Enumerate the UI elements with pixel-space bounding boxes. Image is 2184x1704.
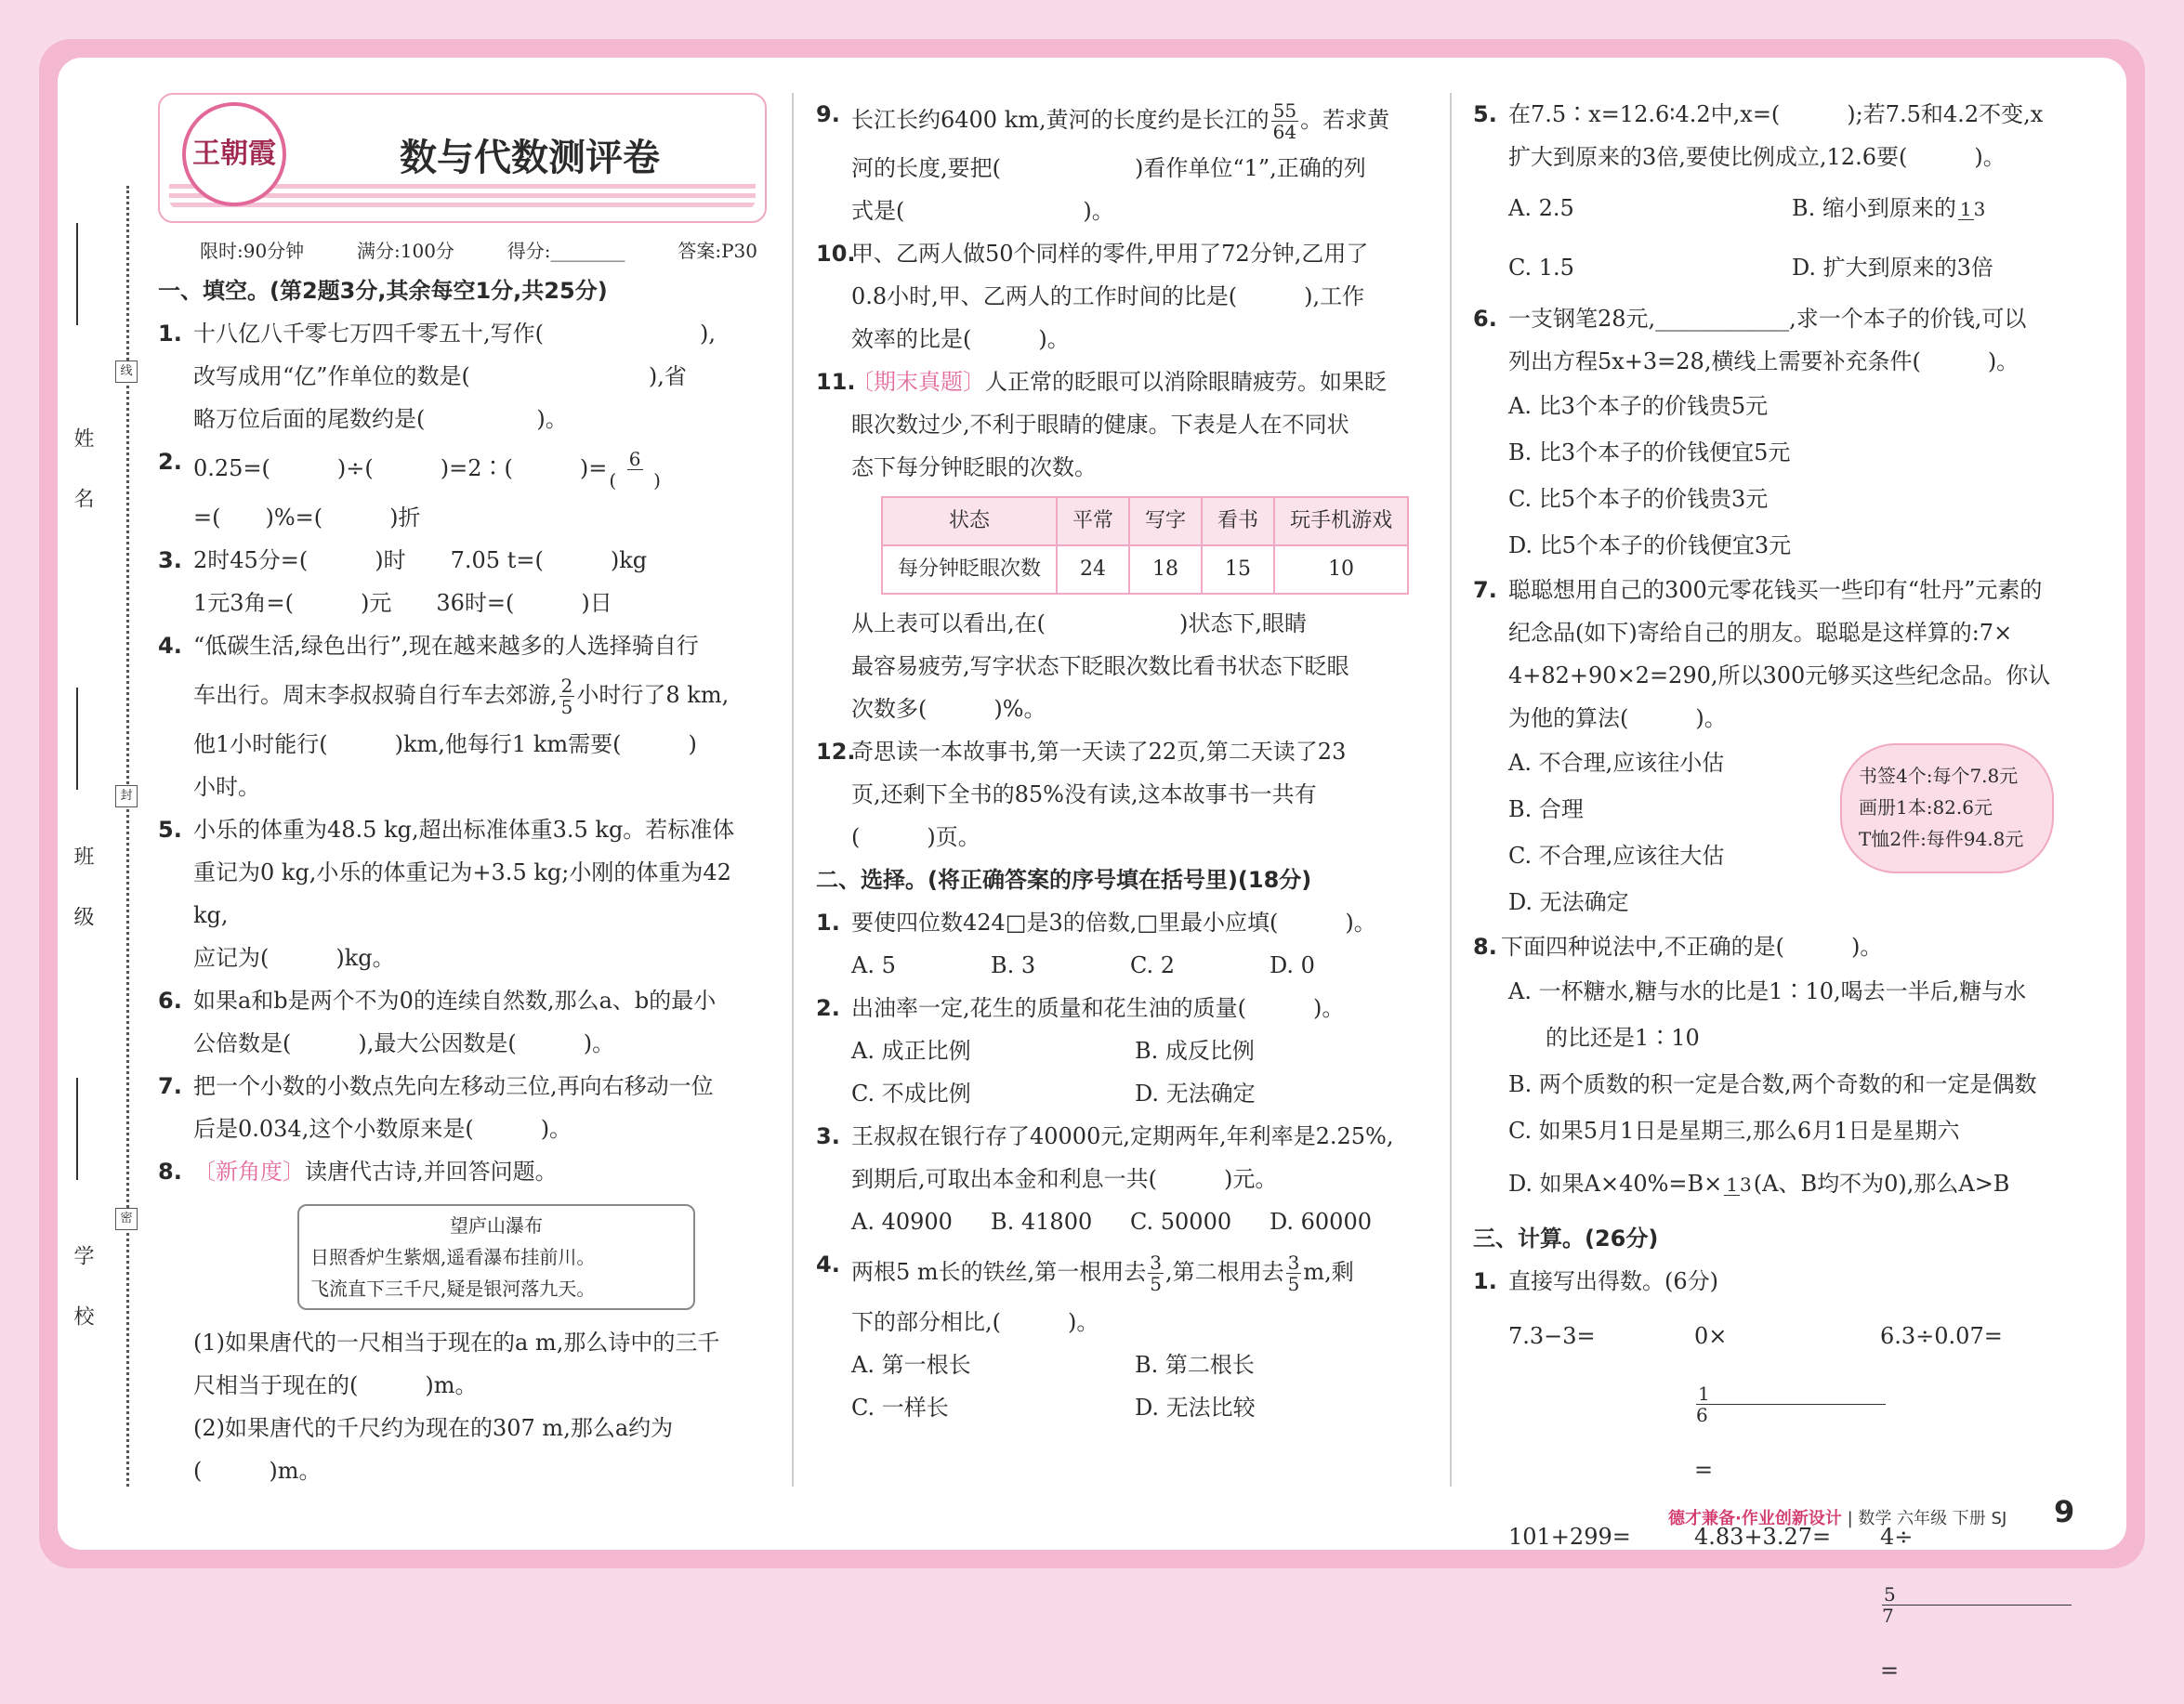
q-line: 页,还剩下全书的85%没有读,这本故事书一共有 (851, 781, 1317, 807)
question-7 (158, 1065, 767, 1150)
question-8 (158, 1150, 767, 1193)
q-line: 下面四种说法中,不正确的是( )。 (1501, 934, 1883, 960)
q-line (851, 93, 1425, 147)
option-c[interactable]: C. 如果5月1日是星期三,那么6月1日是星期六 (1508, 1118, 1960, 1144)
q-number: 1. (158, 321, 182, 347)
choice-8 (1473, 925, 2086, 968)
q-line: 扩大到原来的3倍,要使比例成立,12.6要( )。 (1508, 144, 2006, 170)
option-c[interactable]: C. 不合理,应该往大估 (1508, 843, 1725, 869)
calc-item: 101+299= (1508, 1524, 1631, 1550)
q-number: 1. (1473, 1268, 1497, 1294)
q-text: 读唐代古诗,并回答问题。 (305, 1159, 558, 1185)
poem-line: 飞流直下三千尺,疑是银河落九天。 (310, 1278, 596, 1300)
q-line: 后是0.034,这个小数原来是( )。 (193, 1116, 572, 1142)
table-header-row (882, 497, 1408, 545)
seal-tag-secret: 密 (115, 1208, 138, 1230)
q-line: 略万位后面的尾数约是( )。 (193, 406, 568, 432)
table-cell: 每分钟眨眼次数 (882, 545, 1057, 594)
q-line: 改写成用“亿”作单位的数是( ),省 (193, 363, 687, 389)
frac-num: 2 (560, 675, 573, 697)
option-b[interactable]: B. 41800 (991, 1209, 1093, 1235)
option-a[interactable]: A. 比3个本子的价钱贵5元 (1508, 393, 1769, 419)
brand-logo: 王朝霞 (182, 102, 286, 206)
school-label: 学 校 (71, 1245, 94, 1343)
option-c[interactable]: C. 不成比例 (851, 1081, 971, 1107)
table-cell: 状态 (882, 497, 1057, 545)
option-c[interactable]: C. 1.5 (1508, 255, 1574, 281)
option-d[interactable]: D. 扩大到原来的3倍 (1792, 255, 1993, 281)
table-cell: 10 (1274, 545, 1408, 594)
frac-num: 5 (1882, 1584, 2072, 1606)
option-a[interactable]: A. 不合理,应该往小估 (1508, 750, 1725, 776)
option-c[interactable]: C. 一样长 (851, 1395, 949, 1421)
frac-den: 7 (1882, 1605, 1894, 1627)
q-line: 小时。 (193, 774, 260, 800)
q-number: 4. (816, 1252, 840, 1278)
option-b[interactable]: B. 3 (991, 952, 1036, 978)
table-cell: 24 (1057, 545, 1129, 594)
column-divider (792, 93, 794, 1487)
choice-5 (1473, 93, 2086, 178)
title-box (158, 93, 767, 223)
question-8-sub (158, 1321, 767, 1492)
q-number: 2. (816, 995, 840, 1021)
q-line: 聪聪想用自己的300元零花钱买一些印有“牡丹”元素的 (1508, 577, 2043, 603)
column-divider (1450, 93, 1452, 1487)
q-number: 8. (1473, 934, 1497, 960)
frac-den: 3 (1740, 1173, 1752, 1196)
question-9 (816, 93, 1425, 232)
q-line: 0.8小时,甲、乙两人的工作时间的比是( ),工作 (851, 283, 1365, 309)
q-line: 次数多( )%。 (851, 696, 1046, 722)
q-line: 眼次数过少,不利于眼睛的健康。下表是人在不同状 (851, 412, 1349, 438)
price-line: 画册1本:82.6元 (1859, 796, 1993, 819)
q-line: 如果a和b是两个不为0的连续自然数,那么a、b的最小 (193, 988, 717, 1014)
frac-den: 5 (1287, 1273, 1300, 1295)
q-line: ( )m。 (193, 1458, 322, 1484)
fraction (1286, 1252, 1302, 1294)
time-limit: 限时:90分钟 (200, 240, 305, 262)
calc-text: 4÷ (1880, 1524, 1914, 1550)
q-line: =( )%=( )折 (193, 505, 421, 531)
question-12 (816, 730, 1425, 859)
class-underline (76, 688, 81, 790)
price-line: T恤2件:每件94.8元 (1859, 828, 2024, 850)
option-a[interactable]: A. 一杯糖水,糖与水的比是1∶10,喝去一半后,糖与水 (1508, 978, 2027, 1004)
option-b[interactable]: B. 第二根长 (1135, 1352, 1255, 1378)
q-number: 2. (158, 449, 182, 475)
q-number: 4. (158, 633, 182, 659)
seal-tag-line: 线 (115, 360, 138, 383)
calc-item: 6.3÷0.07= (1880, 1323, 2003, 1349)
footer-info: | 数学 六年级 下册 SJ (1847, 1509, 2007, 1528)
poem-line: 日照香炉生紫烟,遥看瀑布挂前川。 (310, 1246, 596, 1268)
q-number: 1. (816, 910, 840, 936)
frac-den: 5 (560, 696, 573, 718)
options (816, 1200, 1425, 1243)
answer-ref: 答案:P30 (678, 240, 757, 262)
q-line: 下的部分相比,( )。 (851, 1309, 1099, 1335)
frac-num: 3 (1150, 1252, 1163, 1274)
q-number: 3. (158, 547, 182, 573)
footer (1668, 1505, 2006, 1529)
blink-table (881, 496, 1409, 595)
q-text: 两根5 m长的铁丝,第一根用去 (851, 1259, 1147, 1285)
q-text: 。若求黄 (1300, 107, 1390, 133)
frac-num: 1 (1726, 1173, 1739, 1196)
q-line: (1)如果唐代的一尺相当于现在的a m,那么诗中的三千 (193, 1330, 720, 1356)
q-line: 小乐的体重为48.5 kg,超出标准体重3.5 kg。若标准体 (193, 817, 735, 843)
options (1473, 968, 2086, 1213)
frac-den: 3 (1973, 198, 1986, 220)
q-line: 奇思读一本故事书,第一天读了22页,第二天读了23 (851, 739, 1347, 765)
question-10 (816, 232, 1425, 360)
question-1 (158, 312, 767, 440)
choice-1 (816, 901, 1425, 944)
q-number: 5. (1473, 101, 1497, 127)
question-4 (158, 624, 767, 808)
q-number: 9. (816, 101, 840, 127)
options (816, 1344, 1425, 1429)
q-line: “低碳生活,绿色出行”,现在越来越多的人选择骑自行 (193, 633, 699, 659)
q-line: 公倍数是( ),最大公因数是( )。 (193, 1030, 615, 1056)
option-d[interactable]: D. 无法确定 (1135, 1081, 1256, 1107)
option-b[interactable]: B. 两个质数的积一定是合数,两个奇数的和一定是偶数 (1508, 1071, 2037, 1097)
q-line: 在7.5∶x=12.6∶4.2中,x=( );若7.5和4.2不变,x (1508, 101, 2044, 127)
q-line: 要使四位数424□是3的倍数,□里最小应填( )。 (851, 910, 1376, 936)
question-5 (158, 808, 767, 979)
fraction (559, 675, 575, 717)
q-line: 甲、乙两人做50个同样的零件,甲用了72分钟,乙用了 (851, 241, 1369, 267)
q-number: 5. (158, 817, 182, 843)
fraction (1958, 199, 1985, 220)
option-b[interactable]: B. 比3个本子的价钱便宜5元 (1508, 439, 1791, 465)
fraction (1148, 1252, 1164, 1294)
option-b[interactable]: B. 合理 (1508, 796, 1584, 822)
table-cell: 看书 (1202, 497, 1274, 545)
option-text: B. 缩小到原来的 (1792, 195, 1956, 221)
option-a-cont: 的比还是1∶10 (1546, 1025, 1700, 1051)
q-line: 列出方程5x+3=28,横线上需要补充条件( )。 (1508, 348, 2020, 374)
q-text: 人正常的眨眼可以消除眼睛疲劳。如果眨 (985, 369, 1387, 395)
seal-tag-seal: 封 (115, 785, 138, 807)
page-title: 数与代数测评卷 (400, 137, 660, 179)
q-line: 态下每分钟眨眼的次数。 (851, 454, 1097, 480)
q-line: ( )页。 (851, 824, 980, 850)
calc-item (1694, 1303, 1880, 1503)
name-label: 姓 名 (71, 427, 94, 525)
price-bubble (1840, 743, 2054, 873)
q-line: 王叔叔在银行存了40000元,定期两年,年利率是2.25%, (851, 1123, 1394, 1149)
frac-num: 1 (1959, 198, 1972, 220)
frac-num: 55 (1272, 99, 1297, 122)
table-cell: 写字 (1129, 497, 1202, 545)
choice-2 (816, 987, 1425, 1029)
calc-row (1473, 1503, 2086, 1704)
fraction (1271, 100, 1298, 142)
options (816, 944, 1425, 987)
q-text: 长江长约6400 km,黄河的长度约是长江的 (851, 107, 1270, 133)
frac-num: 6 (628, 448, 641, 470)
q-text: 0.25=( )÷( )=2∶( )= (193, 455, 608, 481)
calc-row (1473, 1303, 2086, 1503)
score-field[interactable]: 得分:________ (507, 240, 625, 262)
q-line: 一支钢笔28元,____________,求一个本子的价钱,可以 (1508, 306, 2027, 332)
option-d[interactable]: D. 无法比较 (1135, 1395, 1256, 1421)
question-2 (158, 440, 767, 539)
option-b[interactable]: B. 成反比例 (1135, 1038, 1255, 1064)
q-line: 应记为( )kg。 (193, 945, 395, 971)
q-line: 纪念品(如下)寄给自己的朋友。聪聪是这样算的:7× (1508, 620, 2013, 646)
question-11 (816, 360, 1425, 489)
q-line: 直接写出得数。(6分) (1508, 1268, 1718, 1294)
q-text: 小时行了8 km, (576, 682, 730, 708)
exam-meta (158, 232, 767, 269)
q-number: 8. (158, 1159, 182, 1185)
frac-den: 5 (1150, 1273, 1163, 1295)
q-line: 从上表可以看出,在( )状态下,眼睛 (851, 610, 1307, 636)
question-11-b (816, 602, 1425, 730)
options (1473, 383, 2086, 569)
poem-title: 望庐山瀑布 (450, 1214, 543, 1237)
choice-3 (816, 1115, 1425, 1200)
question-6 (158, 979, 767, 1065)
q-text: 车出行。周末李叔叔骑自行车去郊游, (193, 682, 558, 708)
option-b[interactable] (1792, 178, 2071, 238)
q-line: 1元3角=( )元 36时=( )日 (193, 590, 612, 616)
q-line (193, 1150, 767, 1193)
q-line: 2时45分=( )时 7.05 t=( )kg (193, 547, 648, 573)
calc-text: = (1694, 1457, 1714, 1483)
option-d[interactable]: D. 比5个本子的价钱便宜3元 (1508, 532, 1792, 558)
q-line: 式是( )。 (851, 198, 1114, 224)
q-line: 为他的算法( )。 (1508, 705, 1727, 731)
option-d[interactable] (1508, 1154, 2086, 1213)
page-number: 9 (2054, 1494, 2075, 1529)
calc-item: 4.83+3.27= (1694, 1524, 1832, 1550)
q-number: 3. (816, 1123, 840, 1149)
column-left (158, 93, 767, 1492)
school-underline (76, 1078, 81, 1180)
frac-num: 1 (1696, 1383, 1886, 1405)
q-line (851, 360, 1425, 403)
option-text: D. 如果A×40%=B× (1508, 1171, 1723, 1197)
option-c[interactable]: C. 2 (1130, 952, 1176, 978)
q-tag: 〔新角度〕 (193, 1159, 305, 1185)
q-line: 他1小时能行( )km,他每行1 km需要( ) (193, 731, 697, 757)
footer-brand: 德才兼备·作业创新设计 (1668, 1509, 1842, 1528)
section-2-title: 二、选择。(将正确答案的序号填在括号里)(18分) (816, 867, 1312, 893)
calc-1 (1473, 1260, 2086, 1303)
option-d[interactable]: D. 无法确定 (1508, 889, 1629, 915)
frac-den: ( ) (609, 469, 661, 492)
q-line: 最容易疲劳,写字状态下眨眼次数比看书状态下眨眼 (851, 653, 1349, 679)
q-text: m,剩 (1303, 1259, 1354, 1285)
section-1-title: 一、填空。(第2题3分,其余每空1分,共25分) (158, 278, 608, 304)
option-d[interactable]: D. 0 (1270, 952, 1315, 978)
q-number: 10. (816, 241, 856, 267)
fraction (1882, 1584, 2068, 1626)
q-line: 效率的比是( )。 (851, 326, 1070, 352)
column-middle (816, 93, 1425, 1429)
option-d[interactable]: D. 60000 (1270, 1209, 1372, 1235)
frac-den: 6 (1696, 1404, 1708, 1426)
choice-4 (816, 1243, 1425, 1344)
option-a[interactable]: A. 成正比例 (851, 1038, 971, 1064)
q-number: 12. (816, 739, 856, 765)
q-line: 到期后,可取出本金和利息一共( )元。 (851, 1166, 1278, 1192)
option-a[interactable]: A. 40900 (851, 1209, 953, 1235)
q-line (193, 440, 767, 496)
column-right (1473, 93, 2086, 1704)
choice-7 (1473, 569, 2086, 740)
q-number: 6. (158, 988, 182, 1014)
table-cell: 平常 (1057, 497, 1129, 545)
q-line: 重记为0 kg,小乐的体重记为+3.5 kg;小刚的体重为42 kg, (193, 859, 731, 928)
q-number: 7. (1473, 577, 1497, 603)
section-3-title: 三、计算。(26分) (1473, 1226, 1659, 1252)
calc-item: 7.3−3= (1508, 1323, 1596, 1349)
calc-text: = (1880, 1658, 1900, 1684)
q-line (851, 1243, 1425, 1301)
q-line (193, 667, 767, 723)
frac-den: 64 (1272, 121, 1297, 143)
class-label: 班 级 (71, 845, 94, 943)
q-line: 出油率一定,花生的质量和花生油的质量( )。 (851, 995, 1345, 1021)
q-text: ,第二根用去 (1165, 1259, 1284, 1285)
option-a[interactable]: A. 5 (851, 952, 896, 978)
calc-text: 0× (1694, 1323, 1728, 1349)
q-number: 6. (1473, 306, 1497, 332)
option-text: (A、B均不为0),那么A>B (1753, 1171, 2010, 1197)
q-line: (2)如果唐代的千尺约为现在的307 m,那么a约为 (193, 1415, 674, 1441)
q-line: 把一个小数的小数点先向左移动三位,再向右移动一位 (193, 1073, 714, 1099)
q-line: 4+82+90×2=290,所以300元够买这些纪念品。你认 (1508, 662, 2051, 688)
table-row (882, 545, 1408, 594)
option-a[interactable]: A. 第一根长 (851, 1352, 971, 1378)
q-number: 11. (816, 369, 856, 395)
option-c[interactable]: C. 50000 (1130, 1209, 1232, 1235)
fraction (1724, 1174, 1751, 1196)
name-underline (76, 223, 81, 325)
poem-box (297, 1204, 695, 1310)
q-line: 十八亿八千零七万四千零五十,写作( ), (193, 321, 716, 347)
calc-item (1880, 1503, 2066, 1704)
q-number: 7. (158, 1073, 182, 1099)
q-line: 尺相当于现在的( )m。 (193, 1372, 478, 1398)
fraction (1696, 1383, 1882, 1425)
options (816, 1029, 1425, 1115)
q-tag: 〔期末真题〕 (851, 369, 985, 395)
option-a[interactable]: A. 2.5 (1508, 195, 1574, 221)
binding-margin (59, 186, 143, 1487)
option-c[interactable]: C. 比5个本子的价钱贵3元 (1508, 486, 1769, 512)
price-line: 书签4个:每个7.8元 (1859, 765, 2019, 787)
full-score: 满分:100分 (357, 240, 454, 262)
table-cell: 玩手机游戏 (1274, 497, 1408, 545)
question-3 (158, 539, 767, 624)
q-line: 河的长度,要把( )看作单位“1”,正确的列 (851, 155, 1366, 181)
table-cell: 18 (1129, 545, 1202, 594)
options (1473, 178, 2086, 297)
frac-num: 3 (1287, 1252, 1300, 1274)
choice-6 (1473, 297, 2086, 383)
table-cell: 15 (1202, 545, 1274, 594)
fraction (609, 449, 661, 491)
